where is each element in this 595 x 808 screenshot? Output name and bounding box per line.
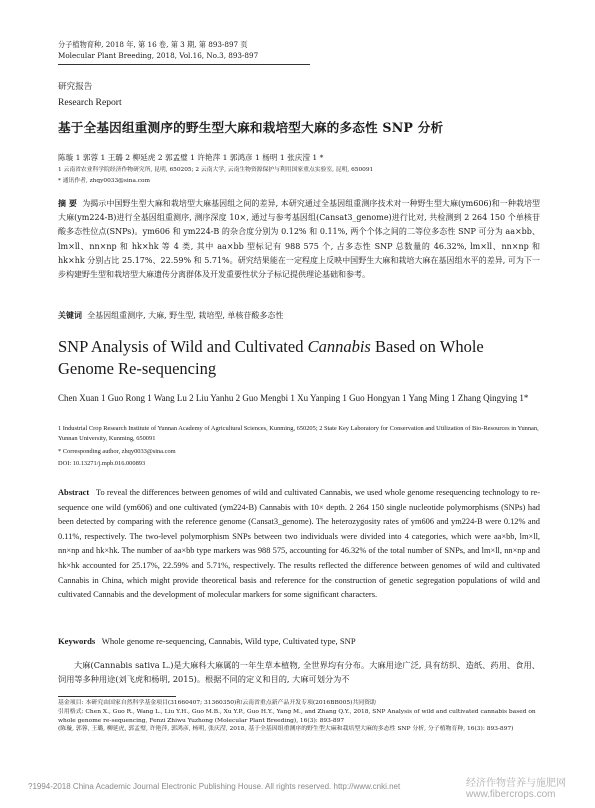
title-en-part2: Based on Whole Genome Re-sequencing [58,337,484,378]
title-cn: 基于全基因组重测序的野生型大麻和栽培型大麻的多态性 SNP 分析 [58,120,444,135]
keywords-cn [58,310,540,321]
citation-en: 引用格式: Chen X., Guo R., Wang L., Liu Y.H., Guo M.B., Xu Y.P., Guo H.Y., Yang M., and Zhang Q.Y., 2018, SNP Analysis of wild and cultivated cannabis based on whole genome re-sequencing, Fenzi Zhiwu Yuzhong (Molecular Plant Breeding), 16(3): 893-897 [58,708,536,724]
abstract-label-en: Abstract [58,488,90,497]
abstract-en [58,486,540,603]
keywords-text-cn: 全基因组重测序, 大麻, 野生型, 栽培型, 单核苷酸多态性 [87,311,284,320]
abstract-text-cn: 为揭示中国野生型大麻和栽培型大麻基因组之间的差异, 本研究通过全基因组重测序技术对一种野生型大麻(ym606)和一种栽培型大麻(ym224-B)进行全基因组重测序, 测序深度 10×, 通过与参考基因组(Cansat3_genome)进行比对, 共检测到 2 264 150 个单核苷酸多态性位点(SNPs)。ym606 和 ym224-B 的杂合度分别为 0.12% 和 0.11%, 两个个体之间的二等位多态性 SNP 可分为 aa×bb、lm×ll、nn×np 和 hk×hk 等 4 类, 其中 aa×bb 型标记有 988 575 个, 占多态性 SNP 总数量的 46.32%, lm×ll、nn×np 和 hk×hk 分别占比 25.17%、22.59% 和 5.71%。研究结果能在一定程度上反映中国野生大麻和栽培大麻在基因组水平的差异, 可为下一步构建野生型和栽培型大麻遗传分离群体及开发重要性状分子标记提供理论基础和参考。 [58,199,540,280]
keywords-label-cn: 关键词 [58,310,82,320]
abstract-label-cn: 摘 要 [58,198,77,208]
footnote-divider [58,696,176,697]
keywords-en [58,636,540,646]
authors-cn: 陈璇 1 郭蓉 1 王璐 2 柳延虎 2 郭孟璧 1 许艳萍 1 郭鸿彦 1 杨明 1 张庆滢 1 * [58,153,324,162]
copyright-line: ?1994-2018 China Academic Journal Electronic Publishing House. All rights reserved. http://www.cnki.net [28,782,401,791]
funding-note: 基金项目: 本研究由国家自然科学基金项目(31660407; 31360350)和云南省重点新产品开发专项(2016BB005)共同资助 [58,700,376,706]
title-en-part1: SNP Analysis of Wild and Cultivated [58,337,308,356]
abstract-text-en: To reveal the differences between genomes of wild and cultivated Cannabis, we used whole genome resequencing technology to re-sequence one wild (ym606) and one cultivated (ym224-B) Cannabis with 10× depth. 2 264 150 single nucleotide polymorphisms (SNPs) had been detected by comparing with the reference genome (Cansat3_genome). The heterozygosity rates of ym606 and ym224-B were 0.12% and 0.11%, respectively. The two-level polymorphism SNPs between two individuals were divided into 4 categories, which were aa×bb, lm×ll, nn×np and hk×hk. The number of aa×bb type markers was 988 575, accounting for 46.32% of the total number of SNPs, and lm×ll, nn×np and hk×hk accounted for 25.17%, 22.59% and 5.71%, respectively. The results reflected the difference between genomes of wild and cultivated Cannabis in China, which might provide theoretical basis and reference for the construction of genetic segregation populations of wild and cultivated Cannabis and the development of molecular markers for some significant characters. [58,488,541,600]
doi: DOI: 10.13271/j.mpb.016.000893 [58,460,146,467]
journal-header-en: Molecular Plant Breeding, 2018, Vol.16, No.3, 893-897 [58,51,259,60]
journal-header-cn: 分子植物育种, 2018 年, 第 16 卷, 第 3 期, 第 893-897 页 [58,40,248,49]
title-en [58,336,540,380]
section-label-en: Research Report [58,97,122,108]
corresponding-author-cn: * 通讯作者, zhqy0033@sina.com [58,178,151,184]
abstract-cn [58,196,540,282]
keywords-label-en: Keywords [58,636,96,646]
affiliations-cn: 1 云南省农业科学院经济作物研究所, 昆明, 650205; 2 云南大学, 云南生物资源保护与利用国家重点实验室, 昆明, 650091 [58,167,374,173]
section-label-cn: 研究报告 [58,82,93,92]
watermark-en: www.fibercrops.com [466,789,556,800]
watermark [466,778,566,800]
affiliations-en: 1 Industrial Crop Research Institute of Yunnan Academy of Agricultural Sciences, Kunming, 650205; 2 State Key Laboratory for Conservation and Utilization of Bio-Resources in Yunnan, Yunnan University, Kunming, 650091 [58,425,539,442]
keywords-text-en: Whole genome re-sequencing, Cannabis, Wild type, Cultivated type, SNP [101,636,356,646]
header-divider [58,64,310,65]
authors-en: Chen Xuan 1 Guo Rong 1 Wang Lu 2 Liu Yanhu 2 Guo Mengbi 1 Xu Yanping 1 Guo Hongyan 1 Yang Ming 1 Zhang Qingying 1* [58,393,529,403]
corresponding-author-en: * Corresponding author, zhqy0033@sina.com [58,448,176,455]
body-paragraph-cn: 大麻(Cannabis sativa L.)是大麻科大麻属的一年生草本植物, 全世界均有分布。大麻用途广泛, 具有纺织、造纸、药用、食用、饲用等多种用途(刘飞虎和杨明, 2015)。根据不同的定义和目的, 大麻可划分为不 [58,660,540,684]
citation-cn: (陈璇, 郭蓉, 王璐, 柳延虎, 郭孟璧, 许艳萍, 郭鸿彦, 杨明, 张庆滢, 2018, 基于全基因组重测序的野生型大麻和栽培型大麻的多态性 SNP 分析, 分子植物育种, 16(3): 893-897) [58,726,514,733]
footnote [58,699,540,734]
title-en-italic: Cannabis [307,337,371,356]
watermark-cn: 经济作物营养与施肥网 [466,778,566,789]
